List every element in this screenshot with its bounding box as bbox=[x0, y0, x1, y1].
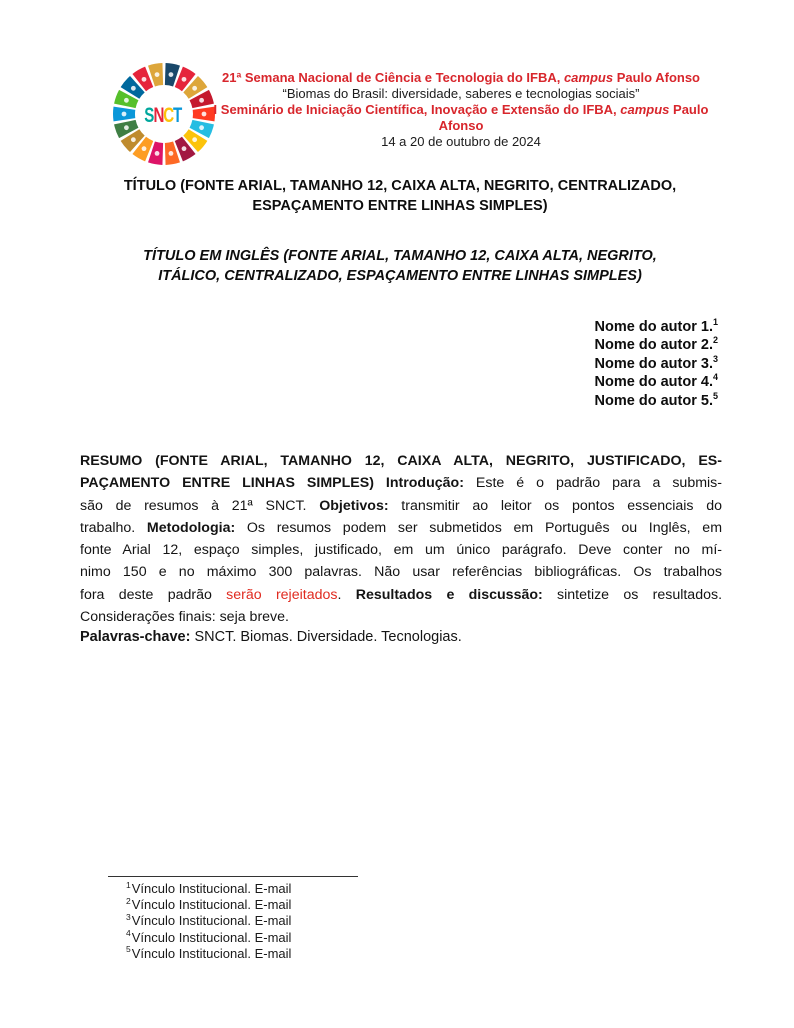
logo-segment-icon bbox=[124, 125, 129, 130]
logo-segment-icon bbox=[182, 77, 187, 82]
logo-segment-icon bbox=[169, 72, 174, 77]
footnote-line bbox=[126, 881, 291, 897]
text-segment: RESUMO (FONTE ARIAL, TAMANHO 12, CAIXA ALTA, NEGRITO, JUSTIFICADO, ES- bbox=[80, 453, 722, 469]
author-line bbox=[595, 336, 718, 354]
abstract-line bbox=[80, 495, 722, 517]
text-segment: Os resumos podem ser submetidos em Português ou Inglês, em bbox=[235, 519, 723, 536]
text-segment: 21ª Semana Nacional de Ciência e Tecnologia do IFBA, bbox=[222, 70, 564, 85]
abstract-line bbox=[80, 450, 722, 472]
header-line bbox=[200, 102, 722, 118]
logo-letter: N bbox=[153, 102, 165, 127]
logo-segment-icon bbox=[122, 112, 127, 117]
footnote-marker: 1 bbox=[126, 879, 131, 890]
text-segment: . bbox=[337, 586, 356, 603]
author-line bbox=[595, 373, 718, 391]
text-segment: Resultados e discussão: bbox=[355, 586, 543, 603]
abstract-line bbox=[80, 472, 722, 494]
author-footnote-marker: 4 bbox=[712, 372, 718, 383]
header-line bbox=[200, 70, 722, 86]
header-line bbox=[200, 118, 722, 134]
footnote-line bbox=[126, 946, 291, 962]
logo-segment-icon bbox=[131, 86, 136, 91]
author-footnote-marker: 5 bbox=[712, 390, 718, 401]
text-segment: Objetivos: bbox=[319, 497, 389, 514]
abstract-line bbox=[80, 561, 722, 583]
keywords-line bbox=[80, 629, 462, 645]
footnote-line bbox=[126, 930, 291, 946]
text-segment: nimo 150 e no máximo 300 palavras. Não usar referências bibliográficas. Os trabalhos bbox=[80, 564, 722, 581]
abstract-line bbox=[80, 539, 722, 561]
abstract-line bbox=[80, 517, 722, 539]
footnote-marker: 3 bbox=[126, 912, 131, 923]
text-segment: trabalho. bbox=[80, 519, 147, 536]
logo-letter: T bbox=[173, 102, 183, 127]
author-footnote-marker: 1 bbox=[712, 317, 718, 328]
text-segment: campus bbox=[620, 102, 670, 117]
logo-segment-icon bbox=[192, 86, 197, 91]
text-segment: Metodologia: bbox=[146, 519, 236, 536]
text-segment: “Biomas do Brasil: diversidade, saberes e tecnologias sociais” bbox=[282, 86, 640, 101]
logo-segment-icon bbox=[142, 77, 147, 82]
footnote-text: Vínculo Institucional. E-mail bbox=[131, 945, 292, 961]
author-name: Nome do autor 1. bbox=[594, 319, 713, 335]
text-segment: sintetize os resultados. bbox=[542, 586, 723, 603]
author-line bbox=[595, 318, 718, 336]
text-segment: fonte Arial 12, espaço simples, justificado, em um único parágrafo. Deve conter no mí- bbox=[80, 542, 722, 559]
event-header-text bbox=[200, 70, 722, 150]
footnote-line bbox=[126, 897, 291, 913]
title-line: ESPAÇAMENTO ENTRE LINHAS SIMPLES) bbox=[252, 198, 548, 214]
header-line bbox=[200, 86, 722, 102]
author-name: Nome do autor 3. bbox=[594, 355, 713, 372]
footnotes-block bbox=[126, 881, 291, 962]
header-line bbox=[200, 134, 722, 150]
author-name: Nome do autor 2. bbox=[594, 337, 713, 354]
author-footnote-marker: 3 bbox=[712, 353, 718, 364]
footnote-text: Vínculo Institucional. E-mail bbox=[131, 881, 292, 896]
text-segment: serão rejeitados bbox=[226, 586, 338, 603]
footnote-text: Vínculo Institucional. E-mail bbox=[131, 929, 292, 945]
author-line bbox=[595, 392, 718, 410]
abstract-line bbox=[80, 606, 722, 628]
logo-segment-icon bbox=[124, 98, 129, 103]
title-en-line: TÍTULO EM INGLÊS (FONTE ARIAL, TAMANHO 12, CAIXA ALTA, NEGRITO, bbox=[143, 248, 657, 264]
logo-segment-icon bbox=[169, 151, 174, 156]
title-english bbox=[80, 246, 720, 286]
footnote-marker: 2 bbox=[126, 895, 131, 906]
text-segment: SNCT. Biomas. Diversidade. Tecnologias. bbox=[190, 629, 462, 645]
abstract-paragraph bbox=[80, 450, 722, 628]
text-segment: I Seminário de Iniciação Científica, Inovação e Extensão do IFBA, bbox=[213, 102, 621, 117]
logo-segment-icon bbox=[131, 137, 136, 142]
footnote-text: Vínculo Institucional. E-mail bbox=[131, 897, 292, 913]
text-segment: PAÇAMENTO ENTRE LINHAS SIMPLES) Introdução: bbox=[80, 475, 464, 492]
text-segment: Paulo bbox=[669, 102, 709, 117]
logo-letter: S bbox=[144, 102, 155, 127]
logo-segment-icon bbox=[142, 146, 147, 151]
logo-segment-icon bbox=[155, 72, 160, 77]
text-segment: Paulo Afonso bbox=[613, 70, 700, 85]
author-name: Nome do autor 5. bbox=[594, 392, 713, 409]
title-portuguese bbox=[80, 176, 720, 216]
title-en-line: ITÁLICO, CENTRALIZADO, ESPAÇAMENTO ENTRE LINHAS SIMPLES) bbox=[158, 268, 642, 284]
footnote-marker: 4 bbox=[126, 928, 131, 939]
logo-letter: C bbox=[163, 102, 175, 127]
title-line: TÍTULO (FONTE ARIAL, TAMANHO 12, CAIXA ALTA, NEGRITO, CENTRALIZADO, bbox=[123, 178, 677, 194]
footnote-separator-rule bbox=[108, 876, 358, 877]
abstract-line bbox=[80, 584, 722, 606]
footnote-marker: 5 bbox=[126, 944, 131, 955]
author-line bbox=[595, 355, 718, 373]
text-segment: 14 a 20 de outubro de 2024 bbox=[381, 134, 541, 149]
text-segment: Palavras-chave: bbox=[80, 629, 191, 645]
text-segment: Este é o padrão para a submis- bbox=[463, 475, 722, 492]
footnote-text: Vínculo Institucional. E-mail bbox=[131, 913, 292, 929]
text-segment: são de resumos à 21ª SNCT. bbox=[80, 497, 320, 514]
text-segment: Afonso bbox=[438, 118, 484, 133]
authors-block bbox=[595, 318, 718, 410]
footnote-line bbox=[126, 913, 291, 929]
logo-segment-icon bbox=[182, 146, 187, 151]
text-segment: campus bbox=[563, 70, 614, 85]
text-segment: transmitir ao leitor os pontos essenciais do bbox=[388, 497, 723, 514]
text-segment: Considerações finais: seja breve. bbox=[80, 609, 289, 626]
author-footnote-marker: 2 bbox=[712, 335, 718, 346]
logo-segment-icon bbox=[192, 137, 197, 142]
author-name: Nome do autor 4. bbox=[594, 374, 713, 391]
text-segment: fora deste padrão bbox=[80, 586, 227, 603]
logo-segment-icon bbox=[155, 151, 160, 156]
